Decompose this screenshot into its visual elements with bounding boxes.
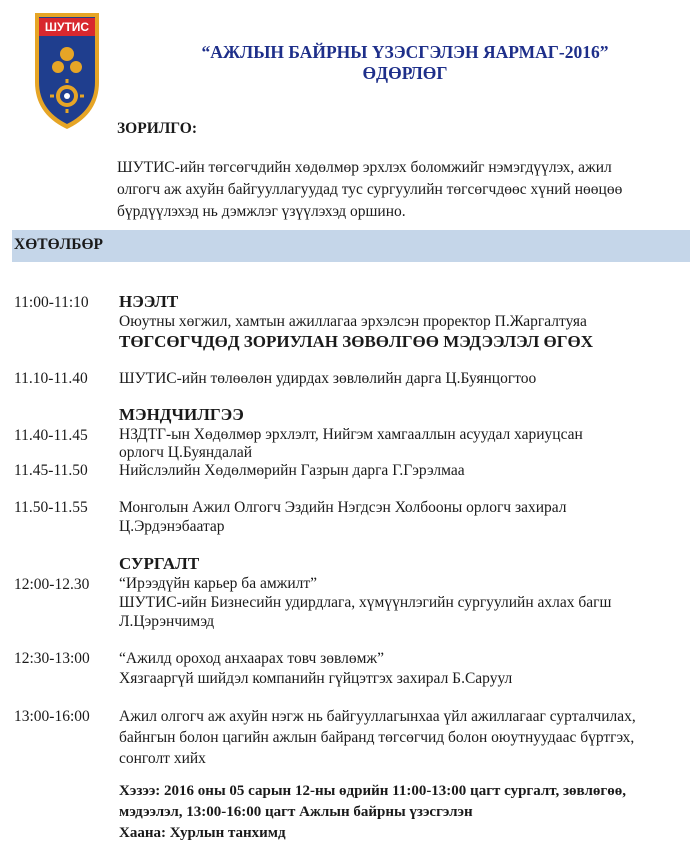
event-when: Хэзээ: 2016 оны 05 сарын 12-ны өдрийн 11:00-13:00 цагт сургалт, зөвлөгөө, [119,783,626,799]
program-heading-band [12,230,690,262]
university-logo [32,10,102,132]
session-time: 12:30-13:00 [14,650,90,667]
session-time: 11.10-11.40 [14,370,88,387]
session-speaker: Нийслэлийн Хөдөлмөрийн Газрын дарга Г.Гэрэлмаа [119,462,465,479]
session-speaker: НЗДТГ-ын Хөдөлмөр эрхлэлт, Нийгэм хамгааллын асуудал хариуцсан [119,426,583,443]
session-title: НЭЭЛТ [119,292,179,311]
title-line-2: ӨДӨРЛӨГ [362,63,448,83]
session-time: 11.50-11.55 [14,499,88,516]
session-time: 11.40-11.45 [14,427,88,444]
session-time: 13:00-16:00 [14,708,90,725]
session-description: байнгын болон цагийн ажлын байранд төгсөгчид болон оюутнуудаас бүртгэх, [119,729,635,746]
session-topic: “Ажилд ороход анхаарах товч зөвлөмж” [119,650,384,667]
session-speaker: Ц.Эрдэнэбаатар [119,518,225,535]
session-time: 12:00-12.30 [14,576,90,593]
session-time: 11.45-11.50 [14,462,88,479]
goal-line-2: олгогч аж ахуйн байгууллагуудад тус сургуулийн төгсөгчдөөс хүний нөөцөө [117,181,623,198]
event-when: мэдээлэл, 13:00-16:00 цагт Ажлын байрны үзэсгэлэн [119,804,473,820]
program-heading: ХӨТӨЛБӨР [14,236,103,253]
session-description: Ажил олгогч аж ахуйн нэгж нь байгууллагынхаа үйл ажиллагааг сурталчилах, [119,708,636,725]
section-title: СУРГАЛТ [119,554,200,573]
document-title [140,42,670,84]
logo-text: ШУТИС [44,20,90,34]
session-speaker: орлогч Ц.Буяндалай [119,444,252,461]
section-title: МЭНДЧИЛГЭЭ [119,405,244,424]
session-description: сонголт хийх [119,750,206,767]
session-speaker: Оюутны хөгжил, хамтын ажиллагаа эрхэлсэн проректор П.Жаргалтуяа [119,313,587,330]
session-speaker: Л.Цэрэнчимэд [119,613,215,630]
goal-line-1: ШУТИС-ийн төгсөгчдийн хөдөлмөр эрхлэх боломжийг нэмэгдүүлэх, ажил [117,159,612,176]
goal-heading: ЗОРИЛГО: [117,120,198,137]
goal-text [117,157,657,223]
event-where: Хаана: Хурлын танхимд [119,825,286,841]
title-line-1: “АЖЛЫН БАЙРНЫ ҮЗЭСГЭЛЭН ЯАРМАГ-2016” [201,42,609,62]
session-speaker: ШУТИС-ийн Бизнесийн удирдлага, хүмүүнлэгийн сургуулийн ахлах багш [119,594,612,611]
session-speaker: ШУТИС-ийн төлөөлөн удирдах зөвлөлийн дарга Ц.Буянцогтоо [119,370,537,387]
section-subtitle: ТӨГСӨГЧДӨД ЗОРИУЛАН ЗӨВӨЛГӨӨ МЭДЭЭЛЭЛ ӨГӨХ [119,332,594,351]
session-speaker: Монголын Ажил Олгогч Эздийн Нэгдсэн Холбооны орлогч захирал [119,499,567,516]
goal-line-3: бүрдүүлэхэд нь дэмжлэг үзүүлэхэд оршино. [117,203,406,220]
session-speaker: Хязгааргүй шийдэл компанийн гүйцэтгэх захирал Б.Саруул [119,670,513,687]
session-topic: “Ирээдүйн карьер ба амжилт” [119,575,318,592]
session-time: 11:00-11:10 [14,294,89,311]
